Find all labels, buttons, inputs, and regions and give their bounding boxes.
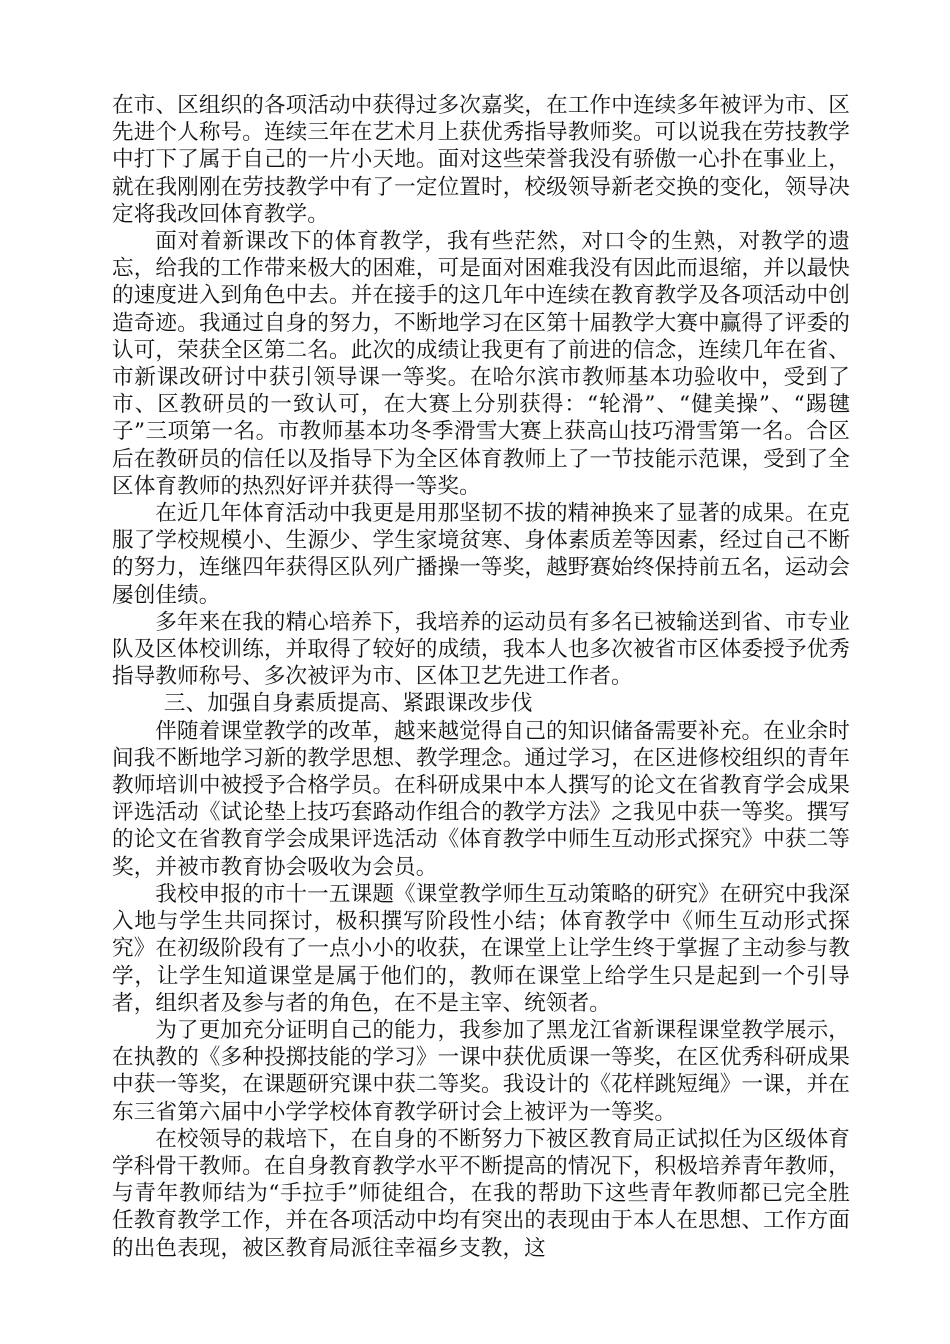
section-heading: 三、加强自身素质提高、紧跟课改步伐 [163, 691, 533, 717]
paragraph-research-project: 我校申报的市十一五课题《课堂教学师生互动策略的研究》在研究中我深入地与学生共同探讨，极积撰写阶段性小结；体育教学中《师生互动形式探究》在初级阶段有了一点小小的收获，在课堂上让学生终于掌握了主动参与教学，让学生知道课堂是属于他们的，教师在课堂上给学生只是起到一个引导者，组织者及参与者的角色，在不是主宰、统领者。 [112, 881, 850, 1016]
paragraph-sports-activities: 在近几年体育活动中我更是用那坚韧不拔的精神换来了显著的成果。在克服了学校规模小、生源少、学生家境贫寒、身体素质差等因素，经过自己不断的努力，连继四年获得区队列广播操一等奖，越野赛始终保持前五名，运动会屡创佳绩。 [112, 501, 850, 608]
paragraph-athlete-training: 多年来在我的精心培养下，我培养的运动员有多名已被输送到省、市专业队及区体校训练，并取得了较好的成绩，我本人也多次被省市区体委授予优秀指导教师称号、多次被评为市、区体卫艺先进工作者。 [112, 609, 850, 690]
document-page [112, 92, 850, 1262]
paragraph-new-curriculum: 面对着新课改下的体育教学，我有些茫然，对口令的生熟，对教学的遗忘，给我的工作带来极大的困难，可是面对困难我没有因此而退缩，并以最快的速度进入到角色中去。并在接手的这几年中连续在教育教学及各项活动中创造奇迹。我通过自身的努力，不断地学习在区第十届教学大赛中赢得了评委的认可，荣获全区第二名。此次的成绩让我更有了前进的信念，连续几年在省、市新课改研讨中获引领导课一等奖。在哈尔滨市教师基本功验收中，受到了市、区教研员的一致认可，在大赛上分别获得：“轮滑”、“健美操”、“踢毽子”三项第一名。市教师基本功冬季滑雪大赛上获高山技巧滑雪第一名。合区后在教研员的信任以及指导下为全区体育教师上了一节技能示范课，受到了全区体育教师的热烈好评并获得一等奖。 [112, 229, 850, 499]
paragraph-self-improvement: 伴随着课堂教学的改革，越来越觉得自己的知识储备需要补充。在业余时间我不断地学习新的教学思想、教学理念。通过学习，在区进修校组织的青年教师培训中被授予合格学员。在科研成果中本人撰写的论文在省教育学会成果评选活动《试论垫上技巧套路动作组合的教学方法》之我见中获一等奖。撰写的论文在省教育学会成果评选活动《体育教学中师生互动形式探究》中获二等奖，并被市教育协会吸收为会员。 [112, 718, 850, 880]
paragraph-awards-continued: 在市、区组织的各项活动中获得过多次嘉奖，在工作中连续多年被评为市、区先进个人称号。连续三年在艺术月上获优秀指导教师奖。可以说我在劳技教学中打下了属于自己的一片小天地。面对这些荣誉我没有骄傲一心扑在事业上，就在我刚刚在劳技教学中有了一定位置时，校级领导新老交换的变化，领导决定将我改回体育教学。 [112, 93, 850, 227]
paragraph-teaching-showcase: 为了更加充分证明自己的能力，我参加了黑龙江省新课程课堂教学展示，在执教的《多种投掷技能的学习》一课中获优质课一等奖，在区优秀科研成果中获一等奖，在课题研究课中获二等奖。我设计的《花样跳短绳》一课，并在东三省第六届中小学学校体育教学研讨会上被评为一等奖。 [112, 1017, 850, 1125]
paragraph-backbone-teacher: 在校领导的栽培下，在自身的不断努力下被区教育局正试拟任为区级体育学科骨干教师。在自身教育教学水平不断提高的情况下，积极培养青年教师，与青年教师结为“手拉手”师徒组合，在我的帮助下这些青年教师都已完全胜任教育教学工作，并在各项活动中均有突出的表现由于本人在思想、工作方面的出色表现，被区教育局派往幸福乡支教，这 [112, 1126, 850, 1261]
